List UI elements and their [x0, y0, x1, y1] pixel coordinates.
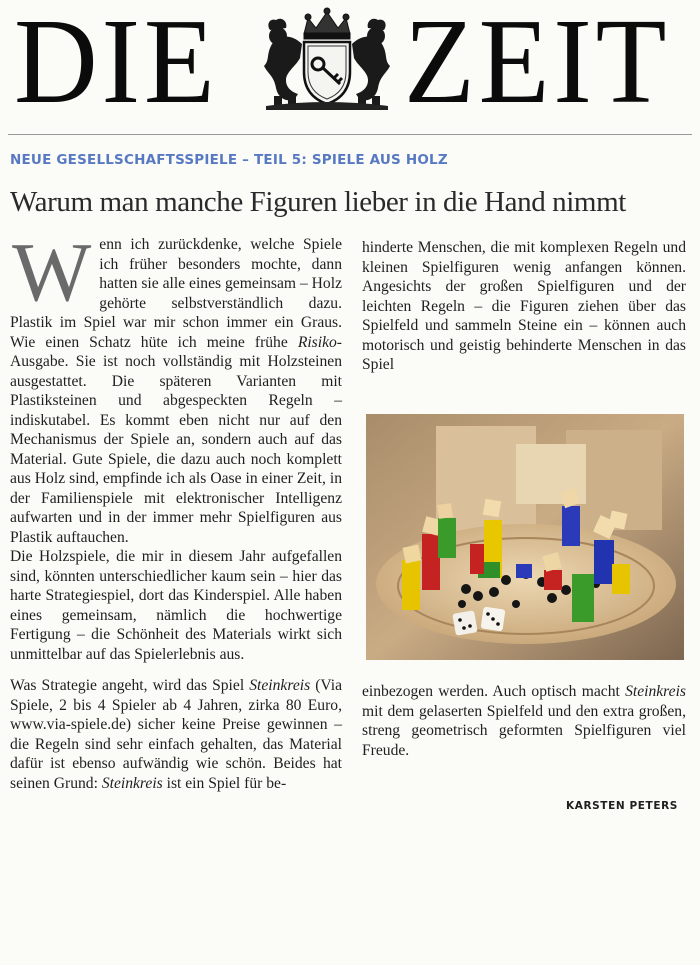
paragraph-text: (Via Spiele, 2 bis 4 Spieler ab 4 Jahren, zirka 80 Euro, www.via-spiele.de) sicher keine Preise gewinnen – die Regeln sind sehr einfach gehalten, das Material dafür ist ebenso aufwändig wie schön. Beides hat seinen Grund: [10, 677, 343, 792]
article-paragraph-1 [10, 226, 342, 547]
article-column-right-top [362, 238, 686, 375]
coat-of-arms-icon [252, 4, 402, 112]
article-headline: Warum man manche Figuren lieber in die Hand nimmt [10, 186, 626, 218]
article-paragraph-3 [10, 676, 342, 793]
game-title: Risiko [297, 333, 337, 351]
game-title: Steinkreis [101, 774, 163, 792]
article-column-left [10, 226, 343, 793]
paragraph-text: -Ausgabe. Sie ist noch vollständig mit Holzsteinen ausgestattet. Die späteren Varianten mit Plastiksteinen und abgespeckten Regeln – indiskutabel. Es kommt eben nicht nur auf den Mechanismus der Spiele an, sondern auch auf das Material. Gute Spiele, die dazu auch noch komplett aus Holz sind, empfinde ich als Oase in einer Zeit, in der Familienspiele mit elektronischer Intelligenz aufwarten und in der immer mehr Spielfiguren aus Plastik auftauchen. [10, 333, 342, 546]
masthead-title-right: ZEIT [404, 0, 671, 129]
article-paragraph-final [362, 682, 686, 760]
article-paragraph-2: Die Holzspiele, die mir in diesem Jahr aufgefallen sind, könnten unterschiedlicher kaum sein – hier das harte Strategiespiel, dort das Kinderspiel. Alle haben eines gemeinsam, nämlich die hochwertige Fertigung – die Schönheit des Materials wirkt sich unmittelbar auf das Spielerlebnis aus. [10, 548, 342, 663]
author-byline: KARSTEN PETERS [566, 800, 678, 812]
drop-cap: W [12, 226, 92, 319]
masthead-divider [8, 134, 692, 135]
game-title: Steinkreis [625, 683, 686, 700]
paragraph-text: mit dem gelaserten Spielfeld und den extra großen, streng geometrisch geformten Spielfiguren viel Freude. [362, 702, 686, 759]
paragraph-text: Was Strategie angeht, wird das Spiel [10, 677, 250, 694]
game-title: Steinkreis [249, 677, 311, 694]
masthead [0, 0, 700, 128]
section-kicker: NEUE GESELLSCHAFTSSPIELE – TEIL 5: SPIELE AUS HOLZ [10, 152, 448, 168]
wooden-game-photo [366, 414, 684, 660]
article-column-right-bottom [362, 682, 686, 760]
paragraph-text: enn ich zurückdenke, welche Spiele ich früher besonders mochte, dann hatten sie alle eines gemeinsam – Holz gehörte selbstverständlich dazu. Plastik im Spiel war mir schon immer ein Graus. Wie einen Schatz hüte ich meine frühe [10, 236, 342, 351]
article-paragraph-continued: hinderte Menschen, die mit komplexen Regeln und kleinen Spielfiguren wenig anfangen können. Angesichts der großen Spielfiguren und der leichten Regeln – die Figuren ziehen über das Spielfeld und sammeln Steine ein – können auch motorisch und geistig behinderte Menschen in das Spiel [362, 239, 686, 373]
paragraph-text: ist ein Spiel für be- [162, 774, 287, 792]
masthead-title-left: DIE [14, 0, 219, 129]
paragraph-text: einbezogen werden. Auch optisch macht [362, 683, 626, 700]
